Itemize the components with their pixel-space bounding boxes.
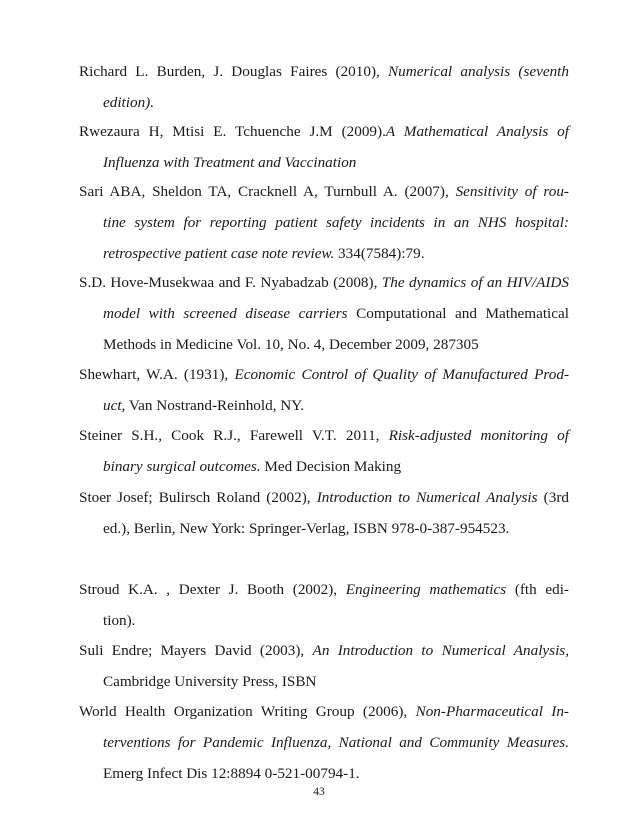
reference-line bbox=[79, 482, 569, 513]
reference-italic-text: An Introduction to Numerical Analysis, bbox=[312, 642, 570, 659]
reference-italic-text: Numerical analysis (seventh bbox=[388, 63, 569, 80]
reference-line bbox=[79, 605, 569, 636]
reference-italic-text: binary surgical outcomes. bbox=[103, 458, 261, 475]
reference-line bbox=[79, 147, 569, 178]
reference-line bbox=[79, 758, 569, 789]
reference-text: (3rd bbox=[537, 489, 569, 506]
reference-text: S.D. Hove-Musekwaa and F. Nyabadzab (2008), bbox=[79, 274, 382, 291]
reference-line bbox=[79, 727, 569, 758]
reference-entry bbox=[79, 359, 569, 421]
reference-text: Shewhart, W.A. (1931), bbox=[79, 366, 235, 383]
reference-entry bbox=[79, 696, 569, 789]
reference-italic-text: uct, bbox=[103, 397, 126, 414]
reference-line bbox=[79, 238, 569, 269]
reference-italic-text: retrospective patient case note review. bbox=[103, 245, 335, 262]
reference-italic-text: Introduction to Numerical Analysis bbox=[316, 489, 538, 506]
reference-text: Emerg Infect Dis 12:8894 0-521-00794-1. bbox=[103, 765, 360, 782]
reference-italic-text: model with screened disease carriers bbox=[103, 305, 348, 322]
reference-entry bbox=[79, 635, 569, 697]
reference-line bbox=[79, 176, 569, 207]
reference-italic-text: Economic Control of Quality of Manufactured Prod- bbox=[234, 366, 569, 383]
reference-line bbox=[79, 298, 569, 329]
reference-line bbox=[79, 116, 569, 147]
reference-entry bbox=[79, 176, 569, 269]
reference-line bbox=[79, 513, 569, 544]
reference-entry bbox=[79, 56, 569, 118]
reference-italic-text: tine system for reporting patient safety incidents in an NHS hospital: bbox=[103, 214, 569, 231]
reference-line bbox=[79, 420, 569, 451]
reference-entry bbox=[79, 420, 569, 482]
reference-italic-text: Influenza with Treatment and Vaccination bbox=[103, 154, 357, 171]
reference-text: Van Nostrand-Reinhold, NY. bbox=[125, 397, 305, 414]
reference-entry bbox=[79, 116, 569, 178]
reference-text: Richard L. Burden, J. Douglas Faires (2010), bbox=[79, 63, 389, 80]
reference-italic-text: terventions for Pandemic Influenza, National and Community Measures. bbox=[103, 734, 569, 751]
reference-text: Suli Endre; Mayers David (2003), bbox=[79, 642, 313, 659]
page-number: 43 bbox=[313, 786, 325, 798]
reference-italic-text: A Mathematical Analysis of bbox=[385, 123, 569, 140]
reference-text: Steiner S.H., Cook R.J., Farewell V.T. 2011, bbox=[79, 427, 389, 444]
reference-line bbox=[79, 207, 569, 238]
reference-italic-text: Non-Pharmaceutical In- bbox=[415, 703, 569, 720]
reference-text: World Health Organization Writing Group (2006), bbox=[79, 703, 416, 720]
reference-line bbox=[79, 56, 569, 87]
reference-text: Computational and Mathematical bbox=[347, 305, 569, 322]
reference-italic-text: Engineering mathematics bbox=[345, 581, 507, 598]
reference-text: Stoer Josef; Bulirsch Roland (2002), bbox=[79, 489, 317, 506]
reference-line bbox=[79, 635, 569, 666]
reference-text: Cambridge University Press, ISBN bbox=[103, 673, 317, 690]
reference-text: ed.), Berlin, New York: Springer-Verlag, ISBN 978-0-387-954523. bbox=[103, 520, 510, 537]
reference-line bbox=[79, 329, 569, 360]
reference-line bbox=[79, 696, 569, 727]
reference-entry bbox=[79, 267, 569, 360]
reference-entry bbox=[79, 574, 569, 636]
reference-text: Stroud K.A. , Dexter J. Booth (2002), bbox=[79, 581, 346, 598]
reference-line bbox=[79, 359, 569, 390]
reference-text: Med Decision Making bbox=[260, 458, 402, 475]
reference-italic-text: Sensitivity of rou- bbox=[455, 183, 569, 200]
reference-text: Methods in Medicine Vol. 10, No. 4, December 2009, 287305 bbox=[103, 336, 479, 353]
reference-entry bbox=[79, 482, 569, 544]
reference-italic-text: Risk-adjusted monitoring of bbox=[388, 427, 569, 444]
reference-line bbox=[79, 390, 569, 421]
reference-text: 334(7584):79. bbox=[334, 245, 425, 262]
reference-line bbox=[79, 267, 569, 298]
reference-italic-text: edition). bbox=[103, 94, 155, 111]
reference-text: tion). bbox=[103, 612, 136, 629]
reference-text: Sari ABA, Sheldon TA, Cracknell A, Turnbull A. (2007), bbox=[79, 183, 456, 200]
reference-italic-text: The dynamics of an HIV/AIDS bbox=[381, 274, 569, 291]
reference-line bbox=[79, 574, 569, 605]
reference-text: Rwezaura H, Mtisi E. Tchuenche J.M (2009). bbox=[79, 123, 386, 140]
reference-line bbox=[79, 666, 569, 697]
reference-line bbox=[79, 451, 569, 482]
reference-text: (fth edi- bbox=[506, 581, 569, 598]
reference-line bbox=[79, 87, 569, 118]
